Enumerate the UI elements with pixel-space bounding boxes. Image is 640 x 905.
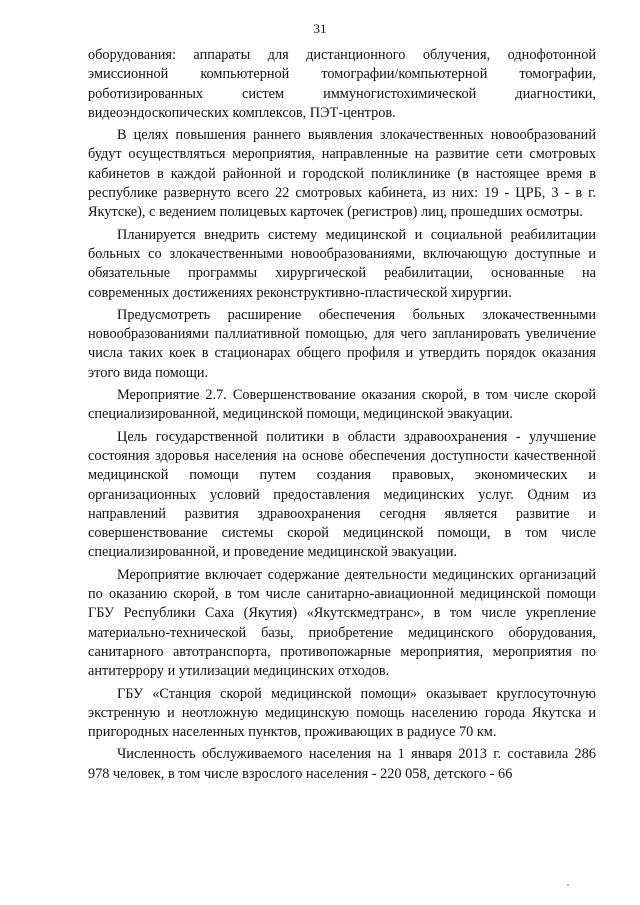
paragraph-measure-scope: Мероприятие включает содержание деятельности медицинских организаций по оказанию скорой, в том числе санитарно-авиационной медицинской помощи ГБУ Республики Саха (Якутия) «Якутскмедтранс», в том числе укрепление материально-технической базы, приобретение медицинского оборудования, санитарного автотранспорта, противопожарные мероприятия, мероприятия по антитеррору и утилизации медицинских отходов. bbox=[88, 566, 596, 680]
paragraph-ambulance-station: ГБУ «Станция скорой медицинской помощи» оказывает круглосуточную экстренную и неотложную медицинскую помощь населению города Якутска и пригородных населенных пунктов, проживающих в радиусе 70 км. bbox=[88, 685, 596, 741]
paragraph-rehabilitation: Планируется внедрить систему медицинской и социальной реабилитации больных со злокачественными новообразованиями, включающую доступные и обязательные программы хирургической реабилитации, основанные на современных достижениях реконструктивно-пластической хирургии. bbox=[88, 226, 596, 301]
paragraph-population-served: Численность обслуживаемого населения на 1 января 2013 г. составила 286 978 человек, в том числе взрослого населения - 220 058, детского - 66 bbox=[88, 746, 596, 782]
paragraph-palliative-care: Предусмотреть расширение обеспечения больных злокачественными новообразованиями паллиативной помощью, для чего запланировать увеличение числа таких коек в стационарах общего профиля и утвердить порядок оказания этого вида помощи. bbox=[88, 306, 596, 381]
page-number: 31 bbox=[313, 21, 327, 36]
paragraph-policy-goal: Цель государственной политики в области здравоохранения - улучшение состояния здоровья населения на основе обеспечения доступности качественной медицинской помощи путем создания правовых, экономических и организационных условий предоставления медицинских услуг. Одним из направлений развития здравоохранения сегодня является развитие и совершенствование системы скорой медицинской помощи, в том числе специализированной, и проведение медицинской эвакуации. bbox=[88, 428, 596, 561]
document-body bbox=[88, 46, 596, 787]
paragraph-measure-2-7-heading: Мероприятие 2.7. Совершенствование оказания скорой, в том числе скорой специализированной, медицинской помощи, медицинской эвакуации. bbox=[88, 387, 596, 423]
scan-speck bbox=[567, 884, 569, 886]
paragraph-screening-rooms: В целях повышения раннего выявления злокачественных новообразований будут осуществляться мероприятия, направленные на развитие сети смотровых кабинетов в каждой районной и городской поликлинике (в настоящее время в республике развернуто всего 22 смотровых кабинета, из них: 19 - ЦРБ, 3 - в г. Якутске), с ведением полицевых карточек (регистров) лиц, прошедших осмотры. bbox=[88, 127, 596, 221]
paragraph-equipment-continuation: оборудования: аппараты для дистанционного облучения, однофотонной эмиссионной компьютерной томографии/компьютерной томографии, роботизированных систем иммуногистохимической диагностики, видеоэндоскопических комплексов, ПЭТ-центров. bbox=[88, 47, 596, 121]
